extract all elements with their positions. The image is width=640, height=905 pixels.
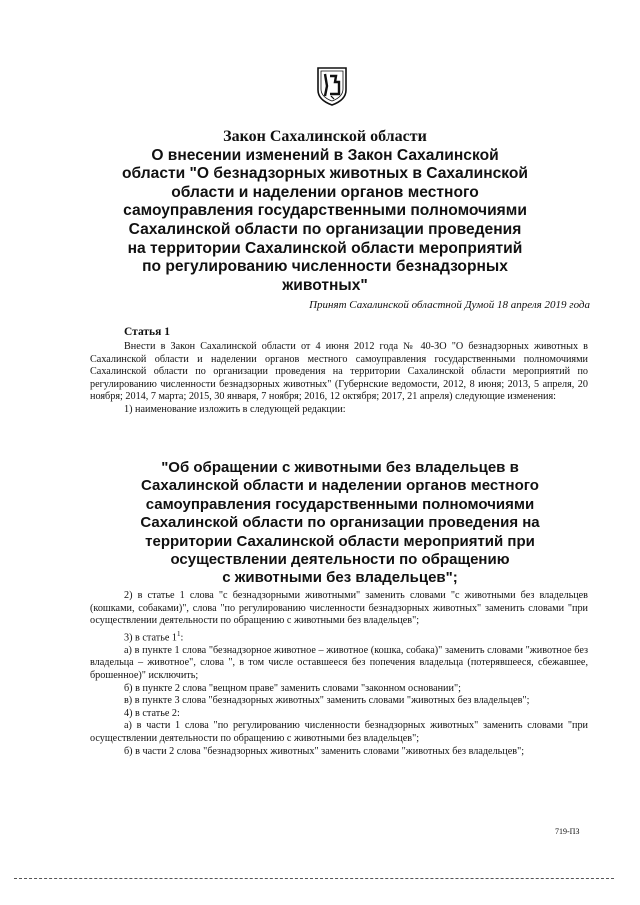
document-code: 719-ПЗ: [555, 827, 580, 836]
item-2: 2) в статье 1 слова "с безнадзорными животными" заменить словами "с животными без владельцев (кошками, собаками)", слова "по регулированию численности безнадзорных животных" заменить словами "при осуществлении деятельности по обращению с животными без владельцев";: [90, 590, 588, 627]
item-3: [90, 628, 588, 645]
item-4: 4) в статье 2:: [124, 707, 180, 719]
coat-of-arms-icon: [316, 66, 348, 106]
title-line: области и наделении органов местного: [171, 183, 479, 201]
new-law-name: [100, 459, 580, 588]
adoption-note: Принят Сахалинской областной Думой 18 апреля 2019 года: [309, 299, 590, 311]
article-heading: Статья 1: [124, 326, 170, 338]
new-name-line: Сахалинской области по организации проведения на: [140, 514, 540, 532]
new-name-line: с животными без владельцев";: [222, 569, 458, 587]
item-1: 1) наименование изложить в следующей редакции:: [124, 403, 346, 415]
item-3-colon: :: [180, 632, 184, 644]
title-line: Сахалинской области по организации проведения: [128, 220, 522, 238]
new-name-line: "Об обращении с животными без владельцев в: [161, 459, 519, 476]
amendments-section: [90, 590, 588, 758]
new-name-line: Сахалинской области и наделении органов местного: [141, 477, 539, 495]
item-3c: в) в пункте 3 слова "безнадзорных животных" заменить словами "животных без владельцев";: [124, 695, 530, 707]
intro-paragraph: Внести в Закон Сахалинской области от 4 июня 2012 года № 40-ЗО "О безнадзорных животных в Сахалинской области и наделении органов местного самоуправления государственными полномочиями Сахалинской области по организации проведения на территории Сахалинской области мероприятий по регулированию численности безнадзорных животных" (Губернские ведомости, 2012, 8 июня; 2013, 5 апреля, 20 ноября; 2014, 7 марта; 2015, 30 января, 7 ноября; 2016, 12 октября; 2017, 21 апреля) следующие изменения:: [90, 341, 588, 403]
item-3a: а) в пункте 1 слова "безнадзорное животное – животное (кошка, собака)" заменить словами "животное без владельца – животное", слова ", в том числе оставшееся без попечения владельца (потерявшееся, сбежавшее, брошенное)" исключить;: [90, 644, 588, 681]
intro-section: [90, 341, 588, 417]
scan-edge-divider: [14, 878, 614, 879]
title-line: О внесении изменений в Закон Сахалинской: [151, 146, 499, 164]
new-name-line: осуществлении деятельности по обращению: [170, 551, 510, 569]
title-line: животных": [282, 276, 368, 294]
title-line: области "О безнадзорных животных в Сахалинской: [121, 165, 529, 183]
item-3-text: 3) в статье 1: [124, 632, 178, 644]
new-name-line: территории Сахалинской области мероприятий при: [145, 532, 535, 550]
item-4b: б) в части 2 слова "безнадзорных животных" заменить словами "животных без владельцев";: [124, 745, 525, 757]
new-name-line: самоуправления государственными полномочиями: [145, 495, 535, 513]
title-line: самоуправления государственными полномочиями: [123, 202, 527, 220]
item-3b: б) в пункте 2 слова "вещном праве" заменить словами "законном основании";: [124, 682, 461, 694]
item-4a: а) в части 1 слова "по регулированию численности безнадзорных животных" заменить словами "при осуществлении деятельности по обращению с животными без владельцев";: [90, 720, 588, 744]
title-line: по регулированию численности безнадзорных: [142, 258, 508, 276]
item-3-superscript: 1: [177, 629, 181, 638]
title-line: на территории Сахалинской области мероприятий: [127, 239, 523, 257]
law-title: [90, 128, 560, 295]
title-line: Закон Сахалинской области: [223, 128, 427, 145]
